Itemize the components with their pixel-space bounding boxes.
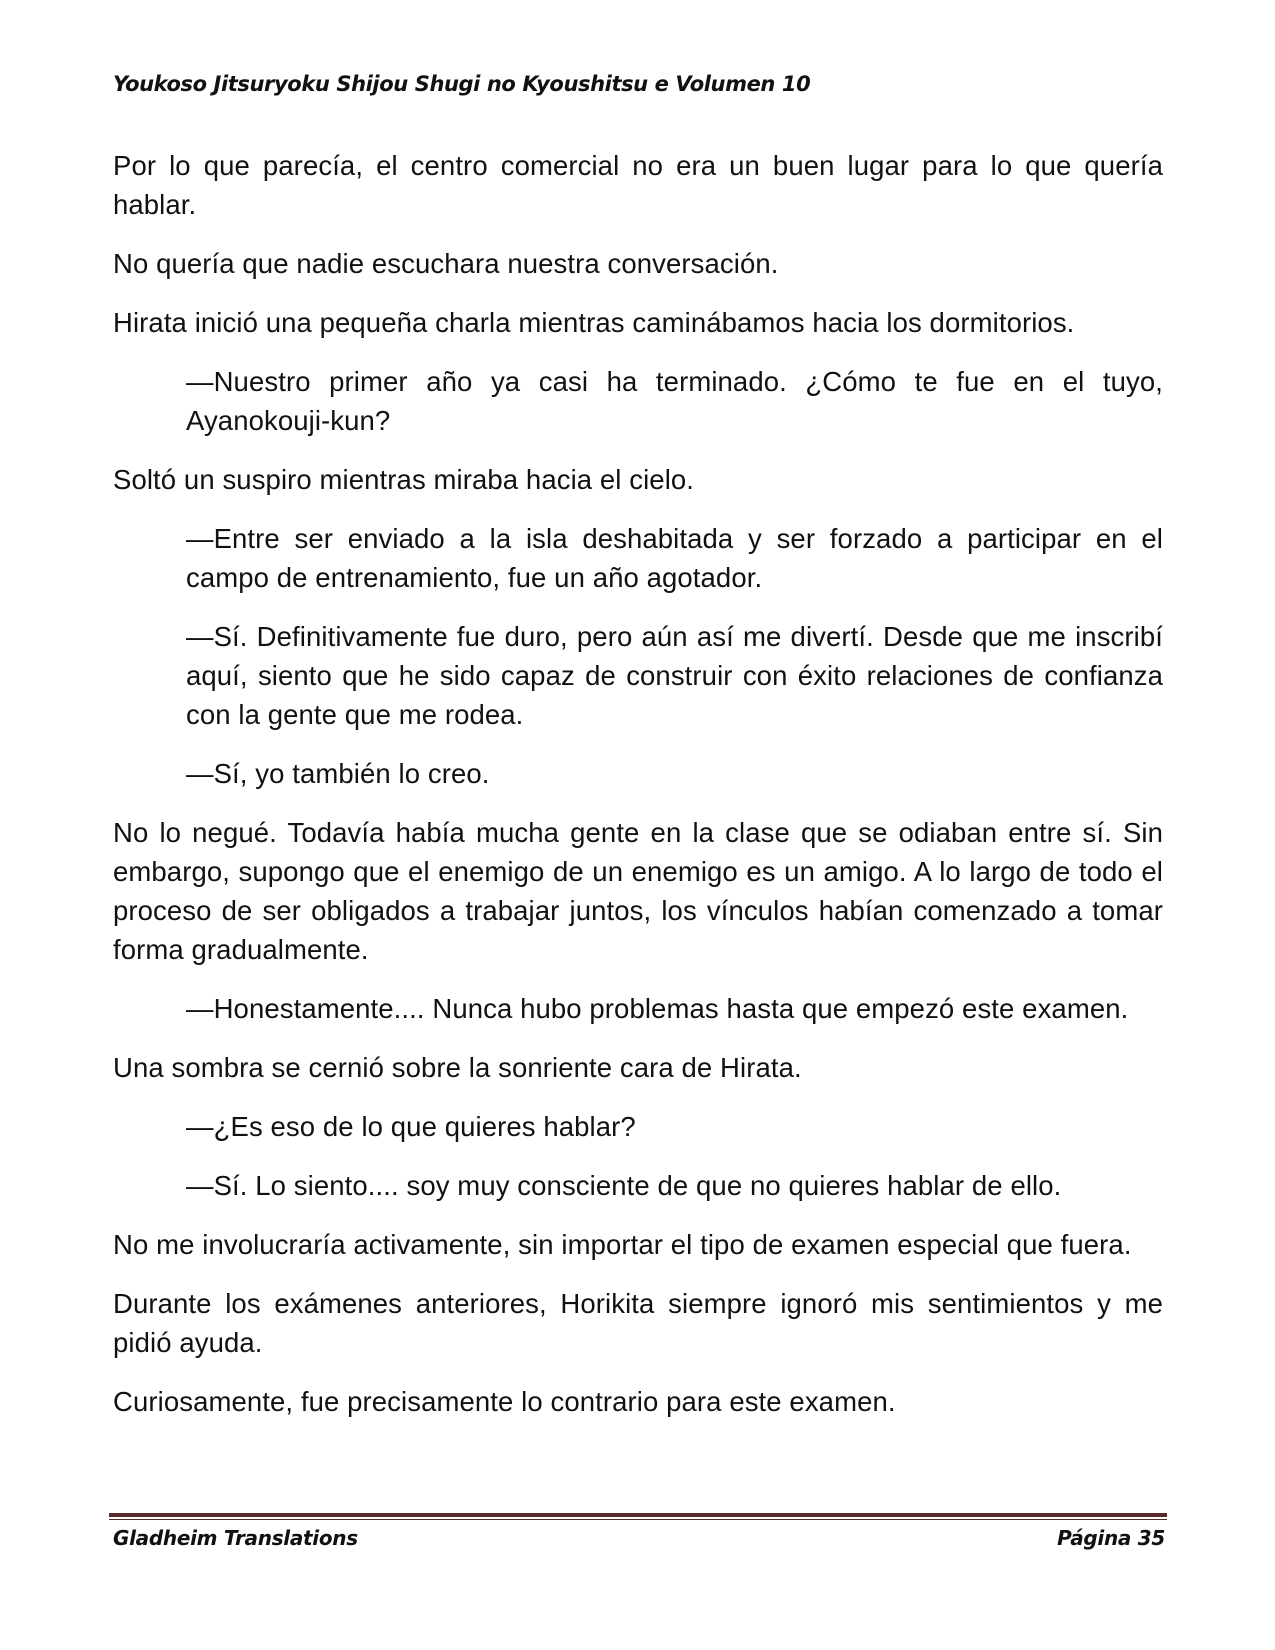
footer-divider-thick [109,1513,1167,1517]
page-body [113,146,1163,1441]
paragraph: —Sí, yo también lo creo. [186,758,490,789]
paragraph: —Sí. Lo siento.... soy muy consciente de que no quieres hablar de ello. [186,1170,1062,1201]
paragraph: —Honestamente.... Nunca hubo problemas hasta que empezó este examen. [186,993,1129,1024]
paragraph: —Sí. Definitivamente fue duro, pero aún así me divertí. Desde que me inscribí aquí, siento que he sido capaz de construir con éxito relaciones de confianza con la gente que me rodea. [186,621,1163,730]
footer-page-number: Página 35 [1057,1526,1165,1550]
footer-publisher: Gladheim Translations [113,1526,358,1550]
paragraph: Una sombra se cernió sobre la sonriente cara de Hirata. [113,1052,802,1083]
paragraph: Hirata inició una pequeña charla mientras caminábamos hacia los dormitorios. [113,307,1075,338]
footer-divider-thin [109,1519,1167,1520]
paragraph: —Nuestro primer año ya casi ha terminado. ¿Cómo te fue en el tuyo, Ayanokouji-kun? [186,366,1163,436]
page-header-title: Youkoso Jitsuryoku Shijou Shugi no Kyoushitsu e Volumen 10 [113,72,811,96]
paragraph: No lo negué. Todavía había mucha gente en la clase que se odiaban entre sí. Sin embargo, supongo que el enemigo de un enemigo es un amigo. A lo largo de todo el proceso de ser obligados a trabajar juntos, los vínculos habían comenzado a tomar forma gradualmente. [113,817,1163,965]
paragraph: Curiosamente, fue precisamente lo contrario para este examen. [113,1386,896,1417]
paragraph: No me involucraría activamente, sin importar el tipo de examen especial que fuera. [113,1229,1132,1260]
paragraph: No quería que nadie escuchara nuestra conversación. [113,248,779,279]
paragraph: Por lo que parecía, el centro comercial no era un buen lugar para lo que quería hablar. [113,150,1163,220]
paragraph: —¿Es eso de lo que quieres hablar? [186,1111,636,1142]
paragraph: —Entre ser enviado a la isla deshabitada y ser forzado a participar en el campo de entrenamiento, fue un año agotador. [186,523,1163,593]
paragraph: Soltó un suspiro mientras miraba hacia el cielo. [113,464,695,495]
footer-divider [109,1513,1167,1520]
paragraph: Durante los exámenes anteriores, Horikita siempre ignoró mis sentimientos y me pidió ayuda. [113,1288,1163,1358]
